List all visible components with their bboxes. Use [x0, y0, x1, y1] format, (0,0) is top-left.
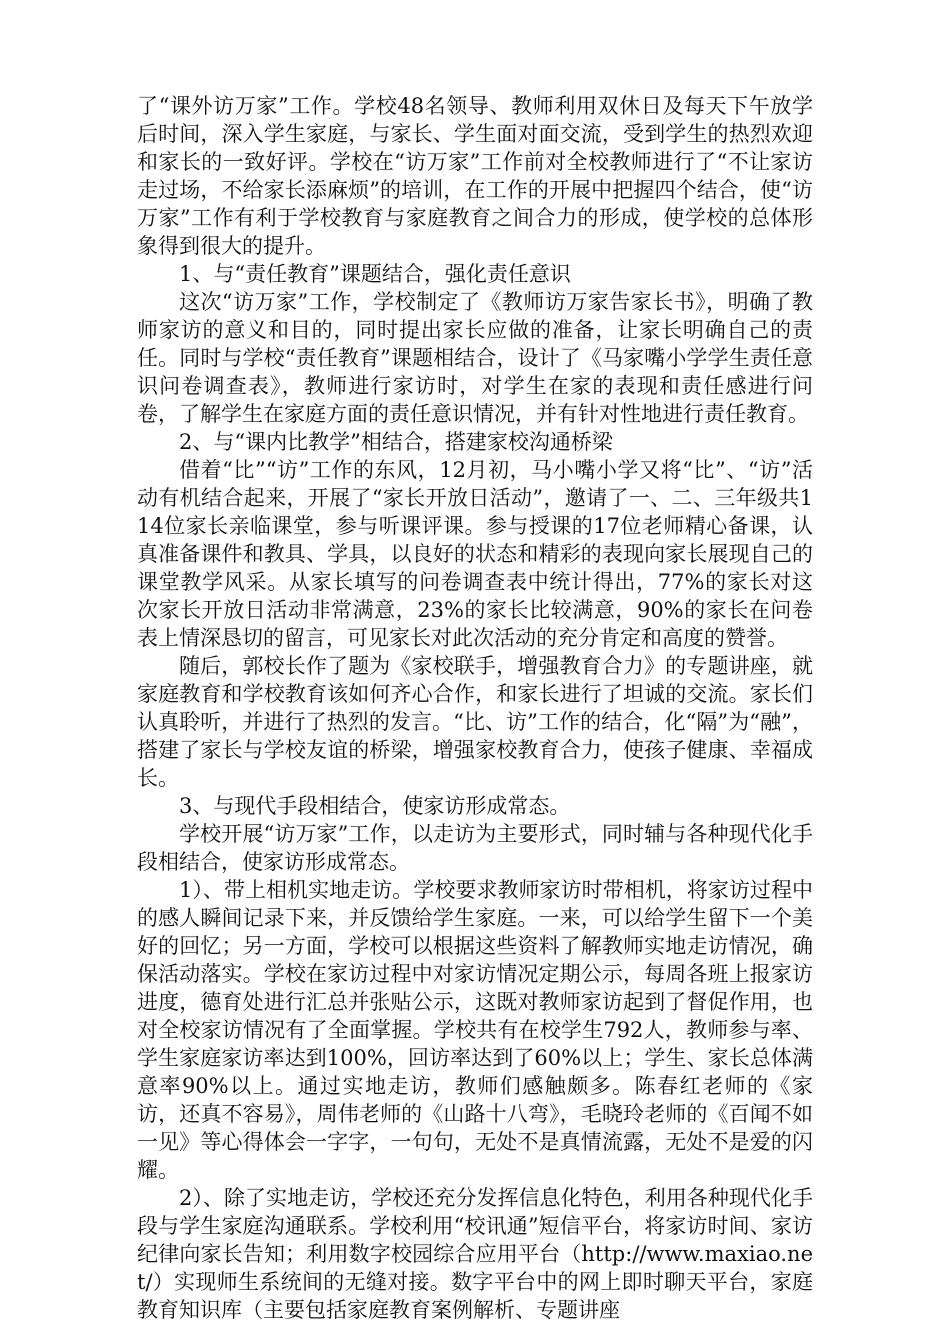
paragraph-lecture: 随后，郭校长作了题为《家校联手，增强教育合力》的专题讲座，就家庭教育和学校教育该如何齐心合作，和家长进行了坦诚的交流。家长们认真聆听，并进行了热烈的发言。“比、访”工作的结合，化“隔”为“融”，搭建了家长与学校友谊的桥梁，增强家校教育合力，使孩子健康、幸福成长。 [137, 654, 813, 790]
section-heading-3: 3、与现代手段相结合，使家访形成常态。 [179, 794, 571, 818]
paragraph-open-day: 借着“比”“访”工作的东风，12月初，马小嘴小学又将“比”、“访”活动有机结合起来，开展了“家长开放日活动”，邀请了一、二、三年级共114位家长亲临课堂，参与听课评课。参与授课的17位老师精心备课，认真准备课件和教具、学具，以良好的状态和精彩的表现向家长展现自己的课堂教学风采。从家长填写的问卷调查表中统计得出，77%的家长对这次家长开放日活动非常满意，23%的家长比较满意，90%的家长在问卷表上情深恳切的留言，可见家长对此次活动的充分肯定和高度的赞誉。 [137, 458, 813, 650]
paragraph-digital-platform: 2）、除了实地走访，学校还充分发挥信息化特色，利用各种现代化手段与学生家庭沟通联系。学校利用“校讯通”短信平台，将家访时间、家访纪律向家长告知；利用数字校园综合应用平台（http://www.maxiao.net/）实现师生系统间的无缝对接。数字平台中的网上即时聊天平台，家庭教育知识库（主要包括家庭教育案例解析、专题讲座 [137, 1186, 813, 1322]
paragraph-responsibility: 这次“访万家”工作，学校制定了《教师访万家告家长书》，明确了教师家访的意义和目的，同时提出家长应做的准备，让家长明确自己的责任。同时与学校“责任教育”课题相结合，设计了《马家嘴小学学生责任意识问卷调查表》，教师进行家访时，对学生在家的表现和责任感进行问卷，了解学生在家庭方面的责任意识情况，并有针对性地进行责任教育。 [137, 290, 813, 426]
paragraph-modern-means: 学校开展“访万家”工作，以走访为主要形式，同时辅与各种现代化手段相结合，使家访形成常态。 [137, 822, 813, 874]
paragraph-camera-visits: 1）、带上相机实地走访。学校要求教师家访时带相机，将家访过程中的感人瞬间记录下来，并反馈给学生家庭。一来，可以给学生留下一个美好的回忆；另一方面，学校可以根据这些资料了解教师实地走访情况，确保活动落实。学校在家访过程中对家访情况定期公示，每周各班上报家访进度，德育处进行汇总并张贴公示，这既对教师家访起到了督促作用，也对全校家访情况有了全面掌握。学校共有在校学生792人，教师参与率、学生家庭家访率达到100%，回访率达到了60%以上；学生、家长总体满意率90%以上。通过实地走访，教师们感触颇多。陈春红老师的《家访，还真不容易》，周伟老师的《山路十八弯》，毛晓玲老师的《百闻不如一见》等心得体会一字字，一句句，无处不是真情流露，无处不是爱的闪耀。 [137, 878, 813, 1182]
section-heading-2: 2、与“课内比教学”相结合，搭建家校沟通桥梁 [179, 430, 613, 454]
document-body [137, 92, 813, 1324]
paragraph-intro: 了“课外访万家”工作。学校48名领导、教师利用双休日及每天下午放学后时间，深入学生家庭，与家长、学生面对面交流，受到学生的热烈欢迎和家长的一致好评。学校在“访万家”工作前对全校教师进行了“不让家访走过场，不给家长添麻烦”的培训，在工作的开展中把握四个结合，使“访万家”工作有利于学校教育与家庭教育之间合力的形成，使学校的总体形象得到很大的提升。 [137, 94, 813, 258]
section-heading-1: 1、与“责任教育”课题结合，强化责任意识 [179, 262, 571, 286]
